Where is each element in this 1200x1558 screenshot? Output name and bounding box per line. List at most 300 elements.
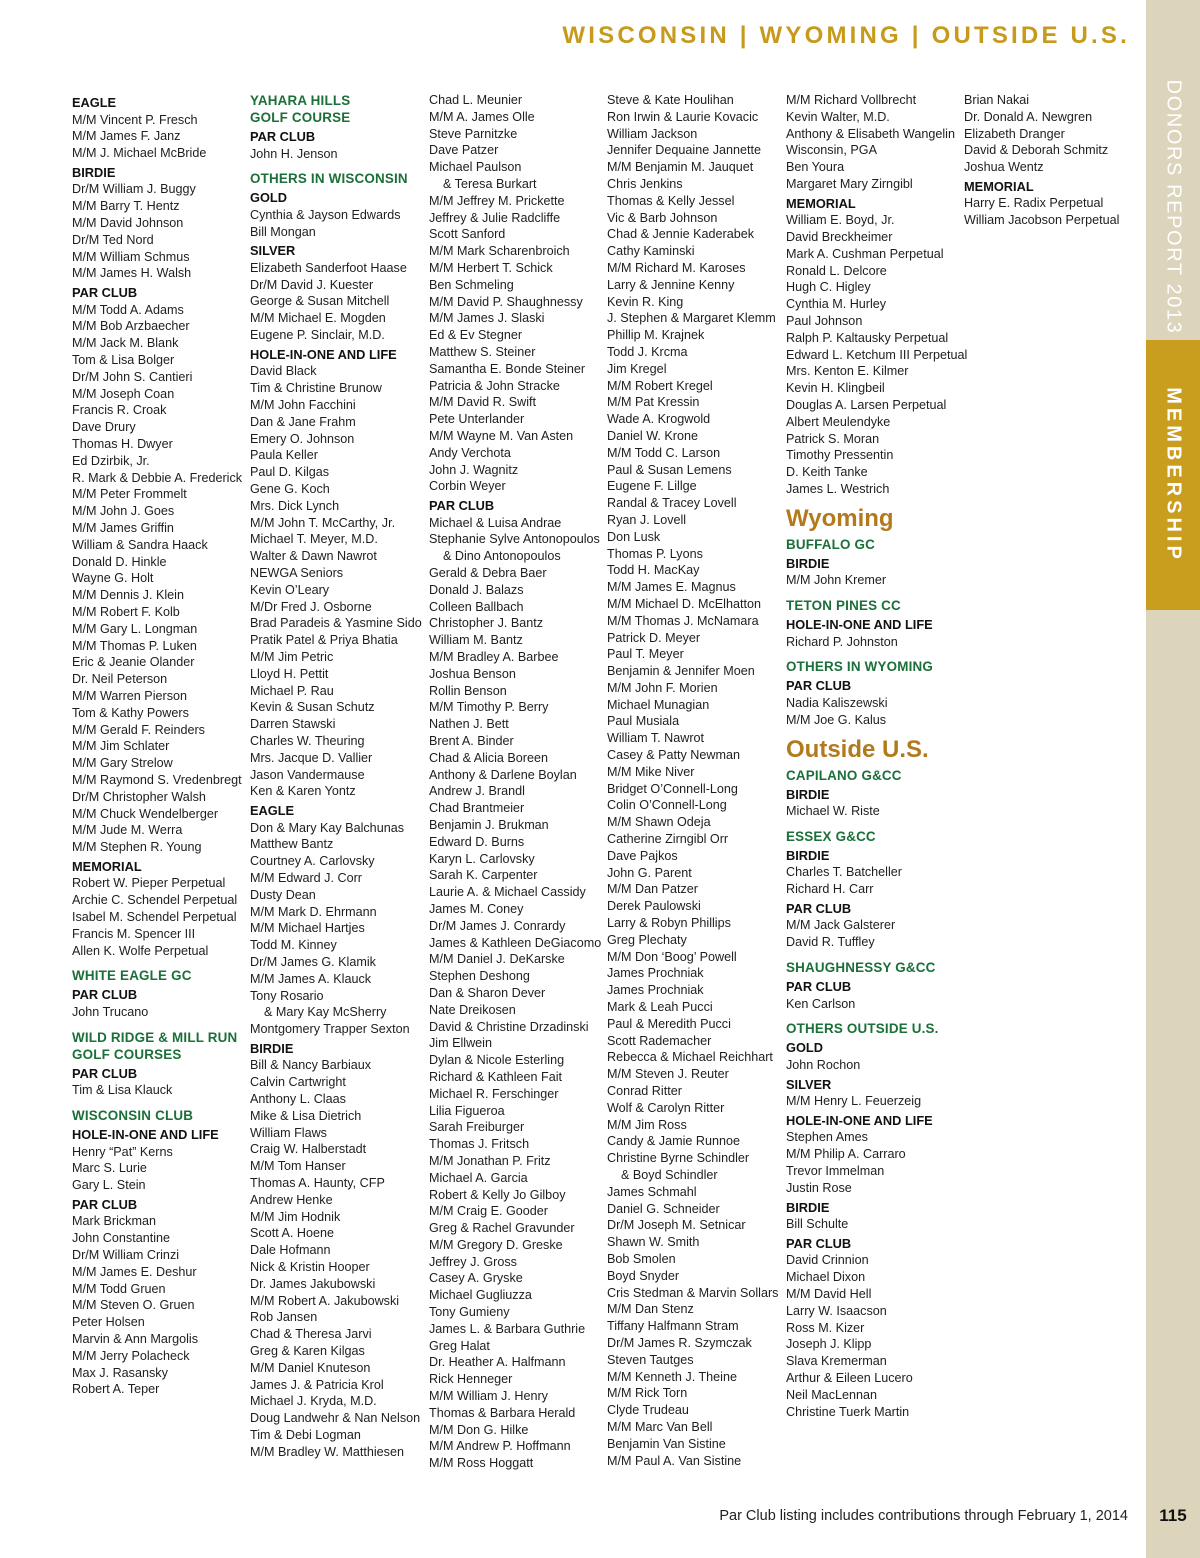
donor-name: M/M Mike Niver (607, 764, 695, 779)
section-label: MEMBERSHIP (1162, 387, 1185, 563)
donor-name: Wisconsin, PGA (786, 143, 877, 158)
donor-name: M/M Jude M. Werra (72, 823, 183, 838)
donor-name: Gary L. Stein (72, 1178, 146, 1193)
donor-name: Todd H. MacKay (607, 563, 700, 578)
giving-level-heading: PAR CLUB (72, 1196, 138, 1212)
giving-level-heading: BIRDIE (786, 555, 830, 571)
giving-level-heading: HOLE-IN-ONE AND LIFE (250, 346, 397, 362)
donor-name: Catherine Zirngibl Orr (607, 832, 729, 847)
donor-name: M/M David Hell (786, 1286, 872, 1301)
donor-name: M/M John F. Morien (607, 680, 718, 695)
donor-name: Tony Gumieny (429, 1305, 510, 1320)
donor-name: James L. & Barbara Guthrie (429, 1321, 586, 1336)
donor-name: Randal & Tracey Lovell (607, 496, 737, 511)
donor-name: Jeffrey & Julie Radcliffe (429, 210, 561, 225)
donor-name: M/M David R. Swift (429, 395, 537, 410)
donor-name: David Breckheimer (786, 230, 893, 245)
donor-name: M/M Rick Torn (607, 1386, 688, 1401)
donor-name: M/M Paul A. Van Sistine (607, 1453, 742, 1468)
donor-name: M/M Robert F. Kolb (72, 605, 180, 620)
donor-name: James Schmahl (607, 1184, 697, 1199)
donor-name: Laurie A. & Michael Cassidy (429, 885, 586, 900)
donor-name: Dr/M David J. Kuester (250, 277, 374, 292)
donor-name: George & Susan Mitchell (250, 294, 390, 309)
donor-name: Paula Keller (250, 448, 318, 463)
donor-name: Tim & Christine Brunow (250, 381, 382, 396)
donor-name: Mrs. Dick Lynch (250, 498, 340, 513)
donor-name: Cris Stedman & Marvin Sollars (607, 1285, 779, 1300)
donor-name: Paul & Susan Lemens (607, 462, 732, 477)
donor-name: Phillip M. Krajnek (607, 328, 705, 343)
donor-name: M/M Jerry Polacheck (72, 1348, 190, 1363)
donor-name: James & Kathleen DeGiacomo (429, 935, 602, 950)
donor-name: Calvin Cartwright (250, 1075, 346, 1090)
donor-name: M/M Thomas J. McNamara (607, 613, 759, 628)
donor-name: Eric & Jeanie Olander (72, 655, 195, 670)
donor-name: NEWGA Seniors (250, 565, 344, 580)
donor-name: Wolf & Carolyn Ritter (607, 1100, 725, 1115)
donor-name: Mrs. Kenton E. Kilmer (786, 364, 909, 379)
donor-name: Charles T. Batcheller (786, 865, 902, 880)
donor-name: Thomas & Kelly Jessel (607, 193, 735, 208)
donor-name: David Black (250, 364, 317, 379)
donor-name: M/M Kenneth J. Theine (607, 1369, 737, 1384)
donor-name: Brent A. Binder (429, 733, 514, 748)
donor-name: Albert Meulendyke (786, 414, 891, 429)
donor-name: Thomas & Barbara Herald (429, 1405, 576, 1420)
donor-name: Neil MacLennan (786, 1387, 878, 1402)
donor-name: Dr/M Ted Nord (72, 232, 154, 247)
donor-name: Tiffany Halfmann Stram (607, 1319, 739, 1334)
donor-name: Ken & Karen Yontz (250, 784, 356, 799)
donor-name: Michael J. Kryda, M.D. (250, 1394, 377, 1409)
donor-name: M/M Bradley A. Barbee (429, 650, 559, 664)
donor-name: M/M Michael D. McElhatton (607, 596, 761, 611)
giving-level-heading: PAR CLUB (786, 678, 852, 694)
donor-name: Dan & Sharon Dever (429, 985, 546, 1000)
giving-level-heading: BIRDIE (786, 847, 830, 863)
giving-level-heading: BIRDIE (786, 1199, 830, 1215)
donor-name: M/M Todd A. Adams (72, 302, 184, 317)
donor-name: M/M Raymond S. Vredenbregt (72, 772, 242, 787)
donor-name: Paul Johnson (786, 314, 863, 329)
donor-name: Eugene F. Lillge (607, 479, 697, 494)
donor-name: M/M William J. Henry (429, 1389, 548, 1404)
donor-name: Pete Unterlander (429, 412, 525, 427)
donor-name: Benjamin & Jennifer Moen (607, 664, 755, 679)
donor-name: Mark A. Cushman Perpetual (786, 246, 944, 261)
donor-name: M/M Warren Pierson (72, 689, 187, 703)
donor-name: Joshua Benson (429, 666, 516, 681)
donor-name: M/M James Griffin (72, 521, 174, 536)
donor-name: William T. Nawrot (607, 731, 705, 746)
donor-name: Paul D. Kilgas (250, 465, 330, 480)
donor-name: Mark & Leah Pucci (607, 1000, 713, 1015)
donor-name: Kevin R. King (607, 294, 684, 309)
page-header: WISCONSIN | WYOMING | OUTSIDE U.S. (562, 22, 1130, 49)
donor-name: Montgomery Trapper Sexton (250, 1022, 410, 1037)
donor-name: Dr/M Joseph M. Setnicar (607, 1218, 746, 1233)
donor-name: Stephen Ames (786, 1130, 868, 1145)
donor-name: James Prochniak (607, 966, 704, 981)
donor-name: Benjamin J. Brukman (429, 817, 549, 832)
donor-name: M/M Dennis J. Klein (72, 588, 184, 603)
donor-name: Dylan & Nicole Esterling (429, 1053, 565, 1068)
donor-name: William Jackson (607, 126, 698, 141)
club-heading: OTHERS IN WYOMING (786, 659, 933, 675)
donor-name: John J. Wagnitz (429, 462, 519, 477)
donor-name: Lloyd H. Pettit (250, 666, 329, 681)
donor-name: M/M Edward J. Corr (250, 870, 362, 885)
donor-name: Edward L. Ketchum III Perpetual (786, 347, 968, 362)
donor-name: Jennifer Dequaine Jannette (607, 143, 762, 158)
club-heading: GOLF COURSES (72, 1046, 182, 1062)
donor-name: M/M Andrew P. Hoffmann (429, 1439, 571, 1454)
donor-name: Rollin Benson (429, 683, 507, 698)
donor-name: M/M Gerald F. Reinders (72, 722, 205, 737)
donor-name: Cathy Kaminski (607, 244, 695, 259)
donor-name: M/M John Kremer (786, 573, 887, 588)
donor-name: Mrs. Jacque D. Vallier (250, 750, 373, 765)
donor-name: Harry E. Radix Perpetual (964, 196, 1104, 211)
donor-name: D. Keith Tanke (786, 465, 868, 480)
donor-name: M/M Robert A. Jakubowski (250, 1293, 400, 1308)
donor-name: Steven Tautges (607, 1352, 694, 1367)
donor-name: M/M Don ‘Boog’ Powell (607, 949, 737, 964)
donor-name: Ken Carlson (786, 996, 856, 1011)
donor-name: Casey & Patty Newman (607, 748, 740, 763)
donor-name: Greg Halat (429, 1338, 490, 1353)
donor-name: Bob Smolen (607, 1251, 676, 1266)
donor-name: James M. Coney (429, 901, 524, 916)
giving-level-heading: PAR CLUB (72, 285, 138, 301)
donor-name: Dr/M Christopher Walsh (72, 789, 206, 804)
donor-name: Walter & Dawn Nawrot (250, 549, 377, 564)
donor-name: Ron Irwin & Laurie Kovacic (607, 109, 759, 124)
donor-name: Dr. Heather A. Halfmann (429, 1355, 566, 1370)
donor-name: M/M Jim Ross (607, 1117, 687, 1132)
donor-name: Ross M. Kizer (786, 1320, 865, 1335)
donor-name: Paul & Meredith Pucci (607, 1016, 731, 1031)
report-title: DONORS REPORT 2013 (1162, 79, 1185, 335)
donor-name: Francis R. Croak (72, 403, 167, 418)
donor-name: Chad & Alicia Boreen (429, 750, 549, 765)
donor-name: M/M James H. Walsh (72, 266, 192, 281)
column-6 (964, 92, 1142, 229)
donor-name: Emery O. Johnson (250, 431, 355, 446)
donor-name: Larry & Robyn Phillips (607, 916, 731, 931)
donor-name: M/M James E. Deshur (72, 1264, 197, 1279)
donor-name: M/M Dan Patzer (607, 882, 698, 897)
donor-name: M/M J. Michael McBride (72, 146, 207, 161)
state-heading: Outside U.S. (786, 735, 929, 763)
donor-name: Michael Gugliuzza (429, 1288, 532, 1303)
donor-name: Donald J. Balazs (429, 582, 524, 597)
donor-name: Nathen J. Bett (429, 717, 509, 732)
donor-name: Kevin O’Leary (250, 582, 330, 597)
donor-name: Larry & Jennine Kenny (607, 277, 735, 292)
donor-name: Greg & Karen Kilgas (250, 1344, 365, 1358)
sidebar (1146, 0, 1200, 1558)
donor-name: J. Stephen & Margaret Klemm (607, 311, 776, 326)
donor-name: Tom & Lisa Bolger (72, 353, 175, 368)
donor-name: Trevor Immelman (786, 1163, 885, 1178)
donor-name: Francis M. Spencer III (72, 926, 196, 941)
club-heading: WHITE EAGLE GC (72, 968, 192, 984)
donor-name: Jason Vandermause (250, 767, 365, 782)
donor-name: William & Sandra Haack (72, 537, 208, 552)
donor-name: Gene G. Koch (250, 481, 330, 496)
donor-name: Ben Youra (786, 160, 845, 175)
donor-name: M/M William Schmus (72, 249, 190, 264)
donor-name: Chad & Theresa Jarvi (250, 1327, 372, 1342)
donor-name: M/M Gregory D. Greske (429, 1237, 563, 1252)
donor-name: Archie C. Schendel Perpetual (72, 893, 238, 908)
donor-name: Wayne G. Holt (72, 571, 154, 586)
donor-name: Ronald L. Delcore (786, 263, 887, 278)
donor-name: Andrew J. Brandl (429, 784, 525, 799)
donor-name: Slava Kremerman (786, 1354, 887, 1369)
giving-level-heading: PAR CLUB (786, 979, 852, 994)
donor-name: M/M Dan Stenz (607, 1302, 694, 1317)
donor-name: Thomas H. Dwyer (72, 437, 173, 452)
footer-note: Par Club listing includes contributions through February 1, 2014 (719, 1508, 1128, 1524)
donor-name: M/M James A. Klauck (250, 971, 372, 986)
donor-name: Arthur & Eileen Lucero (786, 1370, 913, 1385)
donor-name: James Prochniak (607, 983, 704, 998)
donor-name: Scott Sanford (429, 227, 506, 242)
giving-level-heading: SILVER (786, 1076, 832, 1092)
club-heading: TETON PINES CC (786, 598, 901, 614)
donor-name: Rob Jansen (250, 1310, 318, 1325)
donor-name: Dave Patzer (429, 143, 499, 158)
donor-name: M/M John Facchini (250, 397, 356, 412)
donor-name: Allen K. Wolfe Perpetual (72, 943, 209, 958)
donor-name: Colleen Ballbach (429, 599, 524, 614)
donor-name: John G. Parent (607, 865, 692, 880)
donor-name: Max J. Rasansky (72, 1365, 168, 1380)
donor-name: Thomas J. Fritsch (429, 1137, 530, 1152)
donor-name: Daniel G. Schneider (607, 1201, 720, 1216)
donor-name-continued: & Dino Antonopoulos (443, 549, 561, 564)
donor-name: Ed & Ev Stegner (429, 328, 523, 343)
donor-name: Charles W. Theuring (250, 733, 365, 748)
donor-name: Andy Verchota (429, 445, 511, 460)
column-5 (786, 92, 968, 1420)
donor-name: Paul T. Meyer (607, 647, 684, 662)
donor-name: Richard & Kathleen Fait (429, 1069, 563, 1084)
giving-level-heading: EAGLE (250, 803, 295, 819)
donor-name: Mark Brickman (72, 1214, 156, 1229)
donor-name: Chad L. Meunier (429, 93, 523, 107)
donor-name: Michael P. Rau (250, 683, 334, 698)
donor-name: Michael T. Meyer, M.D. (250, 532, 378, 547)
donor-name: M/M Daniel J. DeKarske (429, 952, 565, 967)
donor-name: M/M Timothy P. Berry (429, 700, 549, 715)
donor-name: M/M Michael E. Mogden (250, 311, 386, 326)
donor-name: M/M James E. Magnus (607, 580, 736, 595)
donor-name: Christopher J. Bantz (429, 616, 544, 631)
donor-name: M/M James F. Janz (72, 129, 181, 144)
donor-name: Wade A. Krogwold (607, 412, 711, 427)
donor-name: Darren Stawski (250, 717, 336, 732)
donor-name: Anthony & Darlene Boylan (429, 767, 577, 782)
column-4 (607, 92, 785, 1469)
donor-name: Robert W. Pieper Perpetual (72, 876, 226, 891)
giving-level-heading: PAR CLUB (72, 987, 138, 1003)
donor-name: Justin Rose (786, 1180, 852, 1195)
donor-name: Pratik Patel & Priya Bhatia (250, 633, 398, 648)
donor-name: Patricia & John Stracke (429, 378, 560, 393)
donor-name: M/M David P. Shaughnessy (429, 294, 583, 309)
donor-name: Brian Nakai (964, 93, 1030, 107)
donor-name: M/M Peter Frommelt (72, 487, 187, 502)
donor-name: James L. Westrich (786, 482, 890, 497)
donor-name: Casey A. Gryske (429, 1271, 523, 1286)
giving-level-heading: PAR CLUB (250, 129, 316, 144)
donor-name: M/M Stephen R. Young (72, 840, 202, 855)
donor-name: M/M Daniel Knuteson (250, 1360, 371, 1375)
donor-name: Tom & Kathy Powers (72, 705, 189, 720)
club-heading: CAPILANO G&CC (786, 767, 902, 783)
donor-name: Bill Mongan (250, 224, 316, 239)
donor-name: Richard H. Carr (786, 882, 874, 897)
donor-name: William E. Boyd, Jr. (786, 213, 895, 228)
donor-name: Clyde Trudeau (607, 1403, 689, 1418)
donor-name: M/M Jim Schlater (72, 739, 170, 754)
donor-name: M/M Don G. Hilke (429, 1422, 529, 1437)
donor-name: M/M John J. Goes (72, 504, 175, 519)
club-heading: ESSEX G&CC (786, 828, 876, 844)
donor-name: Patrick D. Meyer (607, 630, 701, 645)
giving-level-heading: HOLE-IN-ONE AND LIFE (786, 1112, 933, 1128)
donor-name: Robert & Kelly Jo Gilboy (429, 1187, 566, 1202)
page-number: 115 (1159, 1506, 1187, 1525)
donor-name: M/M Richard M. Karoses (607, 260, 746, 275)
donor-name: M/M Ross Hoggatt (429, 1456, 534, 1471)
donor-name: Henry “Pat” Kerns (72, 1144, 173, 1159)
donor-name: Douglas A. Larsen Perpetual (786, 398, 947, 413)
donor-name: Colin O’Connell-Long (607, 798, 727, 813)
donor-name: M/M Joseph Coan (72, 386, 175, 401)
donor-name: Rick Henneger (429, 1372, 513, 1387)
donor-name: Jim Ellwein (429, 1036, 492, 1051)
donor-name: M/M Jim Petric (250, 649, 334, 664)
donor-name: Ryan J. Lovell (607, 512, 687, 527)
donor-name: M/M Vincent P. Fresch (72, 112, 198, 127)
donor-name: Dr. James Jakubowski (250, 1276, 376, 1291)
donor-name: Marvin & Ann Margolis (72, 1332, 198, 1347)
donor-name: Andrew Henke (250, 1192, 333, 1207)
giving-level-heading: BIRDIE (250, 1040, 294, 1056)
donor-name: M/M Jonathan P. Fritz (429, 1153, 551, 1168)
donor-name: Dr/M James G. Klamik (250, 954, 376, 969)
donor-name: M/M A. James Olle (429, 109, 535, 124)
giving-level-heading: HOLE-IN-ONE AND LIFE (786, 617, 933, 633)
donor-name: Hugh C. Higley (786, 280, 871, 295)
donor-name: Michael Munagian (607, 697, 710, 712)
donor-name: Shawn W. Smith (607, 1235, 700, 1250)
donor-name: William M. Bantz (429, 633, 523, 648)
donor-name: Peter Holsen (72, 1315, 145, 1330)
donor-name: Conrad Ritter (607, 1084, 682, 1099)
donor-name: Dale Hofmann (250, 1243, 331, 1258)
donor-name: Sarah Freiburger (429, 1120, 525, 1135)
donor-name: M/M David Johnson (72, 215, 184, 230)
donor-name: Chad & Jennie Kaderabek (607, 227, 755, 242)
donor-name: M/M Gary L. Longman (72, 621, 198, 636)
donor-name: Dan & Jane Frahm (250, 414, 356, 429)
donor-name: Margaret Mary Zirngibl (786, 176, 913, 191)
donor-name: M/M Mark D. Ehrmann (250, 904, 377, 919)
donor-name: M/M Richard Vollbrecht (786, 93, 917, 107)
donor-name: M/M Benjamin M. Jauquet (607, 160, 754, 175)
donor-name: Courtney A. Carlovsky (250, 854, 375, 869)
donor-name: Brad Paradeis & Yasmine Sido (250, 616, 422, 631)
donor-name: David R. Tuffley (786, 935, 875, 950)
donor-name: Tim & Debi Logman (250, 1427, 361, 1442)
donor-name: John Trucano (72, 1004, 149, 1019)
donor-name: M/M Herbert T. Schick (429, 260, 553, 275)
donor-name: Scott Rademacher (607, 1033, 712, 1048)
donor-name: Timothy Pressentin (786, 448, 894, 463)
donor-name: M/Dr Fred J. Osborne (250, 599, 372, 614)
donor-name: Christine Tuerk Martin (786, 1404, 910, 1419)
donor-name: John Rochon (786, 1057, 861, 1072)
donor-name: Dr. Neil Peterson (72, 672, 168, 687)
donor-name: M/M Gary Strelow (72, 756, 173, 771)
donor-name: William Flaws (250, 1125, 327, 1140)
club-heading: WISCONSIN CLUB (72, 1108, 194, 1124)
donor-name: Jim Kregel (607, 361, 667, 376)
donor-name: Matthew S. Steiner (429, 344, 536, 359)
donor-name: Dr/M James R. Szymczak (607, 1335, 752, 1350)
donor-name: Michael Paulson (429, 160, 522, 175)
donor-name: M/M Todd Gruen (72, 1281, 166, 1296)
donor-name: Patrick S. Moran (786, 431, 880, 446)
donor-name: Robert A. Teper (72, 1382, 160, 1397)
donor-name: Thomas P. Lyons (607, 546, 703, 561)
donor-name: M/M Steven O. Gruen (72, 1298, 195, 1313)
donor-name: M/M Jack M. Blank (72, 336, 179, 351)
club-heading: OTHERS IN WISCONSIN (250, 171, 408, 187)
giving-level-heading: GOLD (786, 1040, 823, 1056)
donor-name: Ralph P. Kaltausky Perpetual (786, 330, 949, 345)
donor-name: Vic & Barb Johnson (607, 210, 718, 225)
donor-name: Anthony & Elisabeth Wangelin (786, 126, 955, 141)
donor-name: Stephanie Sylve Antonopoulos (429, 532, 600, 547)
donor-name: R. Mark & Debbie A. Frederick (72, 470, 243, 485)
donor-name: James J. & Patricia Krol (250, 1377, 384, 1392)
donor-name: M/M Mark Scharenbroich (429, 244, 570, 259)
giving-level-heading: MEMORIAL (786, 195, 856, 211)
donor-name: M/M Michael Hartjes (250, 921, 365, 936)
donor-name: Paul Musiala (607, 714, 680, 729)
giving-level-heading: PAR CLUB (786, 1235, 852, 1251)
donor-name: M/M Jack Galsterer (786, 918, 896, 933)
donor-name: Todd J. Krcma (607, 344, 688, 359)
donor-name: John H. Jenson (250, 146, 338, 161)
donor-name-continued: & Boyd Schindler (621, 1168, 718, 1182)
giving-level-heading: PAR CLUB (429, 498, 495, 514)
donor-name: Richard P. Johnston (786, 634, 898, 649)
donor-name: Candy & Jamie Runnoe (607, 1134, 741, 1149)
donor-name: M/M Robert Kregel (607, 378, 713, 393)
donor-name: Michael Dixon (786, 1270, 866, 1285)
donor-name: Dr/M James J. Conrardy (429, 918, 566, 933)
giving-level-heading: GOLD (250, 190, 287, 206)
donor-name: M/M Shawn Odeja (607, 815, 711, 830)
